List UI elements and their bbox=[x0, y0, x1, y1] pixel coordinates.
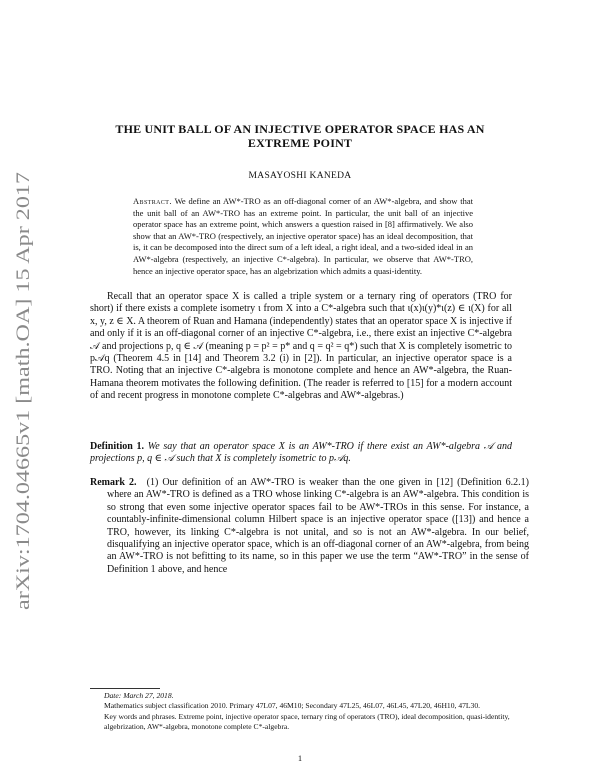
paper-title bbox=[66, 122, 534, 150]
page-number: 1 bbox=[297, 753, 303, 763]
abstract-label: Abstract. bbox=[133, 196, 172, 206]
intro-paragraph: Recall that an operator space X is called a triple system or a ternary ring of operators (TRO for short) if there exists a complete isometry ι from X into a C*-algebra such that ι(x)ι(y)*ι(z) ∈ ι(X) for all x, y, z ∈ X. A theorem of Ruan and Hamana (independently) states that an operator space X is injective if and only if it is an off-diagonal corner of an injective C*-algebra, i.e., there exist an injective C*-algebra 𝒜 and projections p, q ∈ 𝒜 (meaning p = p² = p* and q = q² = q*) such that X is completely isometric to p𝒜q (Theorem 4.5 in [14] and Theorem 3.2 (i) in [2]). In particular, an injective operator space is a TRO. Noting that an injective C*-algebra is monotone complete and hence an AW*-algebra, the Ruan-Hamana theorem motivates the following definition. (The reader is referred to [15] for a modern account of and recent progress in monotone complete C*-algebras and AW*-algebras.) bbox=[90, 291, 512, 402]
footnotes bbox=[90, 691, 512, 733]
arxiv-identifier bbox=[2, 170, 40, 610]
footnote-keywords: Key words and phrases. Extreme point, injective operator space, ternary ring of operators (TRO), ideal decomposition, quasi-identity, algebrization, AW*-algebra, monotone complete C*-algebra. bbox=[104, 711, 510, 732]
definition-1 bbox=[90, 441, 512, 466]
footnote-date: Date: March 27, 2018. bbox=[104, 691, 174, 700]
definition-label: Definition 1. bbox=[90, 441, 145, 452]
remark-text: (1) Our definition of an AW*-TRO is weaker than the one given in [12] (Definition 6.2.1) where an AW*-TRO is defined as a TRO whose linking C*-algebra is an AW*-algebra. This condition is so strong that even some injective operator spaces fail to be AW*-TROs in this sense. For instance, a countably-infinite-dimensional column Hilbert space is an injective operator space ([13]) and hence a TRO, however, its linking C*-algebra is not unital, and so is not an AW*-algebra. In our belief, disqualifying an injective operator space, which is an off-diagonal corner of an AW*-algebra, from being an AW*-TRO is not befitting to its name, so in this paper we use the term “AW*-TRO” in the sense of Definition 1 above, and hence bbox=[107, 477, 530, 575]
definition-text: We say that an operator space X is an AW*-TRO if there exist an AW*-algebra 𝒜 and projections p, q ∈ 𝒜 such that X is completely isometric to p𝒜q. bbox=[90, 441, 512, 465]
footnote-msc: Mathematics subject classification 2010. Primary 47L07, 46M10; Secondary 47L25, 46L07, 46L45, 47L20, 46H10, 47L30. bbox=[104, 701, 481, 711]
abstract bbox=[133, 196, 473, 277]
remark-label: Remark 2. bbox=[90, 477, 137, 488]
title-line-2: EXTREME POINT bbox=[247, 136, 353, 150]
arxiv-identifier-text: arXiv:1704.04665v1 [math.OA] 15 Apr 2017 bbox=[13, 264, 34, 610]
remark-2 bbox=[90, 477, 529, 576]
author: MASAYOSHI KANEDA bbox=[248, 171, 352, 181]
title-line-1: THE UNIT BALL OF AN INJECTIVE OPERATOR SPACE HAS AN bbox=[115, 122, 485, 136]
abstract-text: We define an AW*-TRO as an off-diagonal corner of an AW*-algebra, and show that the unit ball of an AW*-TRO has an extreme point. In particular, the unit ball of an injective operator space has an extreme point, which answers a question raised in [8] affirmatively. We also show that an AW*-TRO (respectively, an injective operator space) has an ideal decomposition, that is, it can be decomposed into the direct sum of a left ideal, a right ideal, and a two-sided ideal in an AW*-algebra (respectively, an injective C*-algebra). In particular, we observe that AW*-TRO, hence an injective operator space, has an algebrization which admits a quasi-identity. bbox=[133, 196, 473, 276]
footnote-rule bbox=[90, 688, 160, 689]
